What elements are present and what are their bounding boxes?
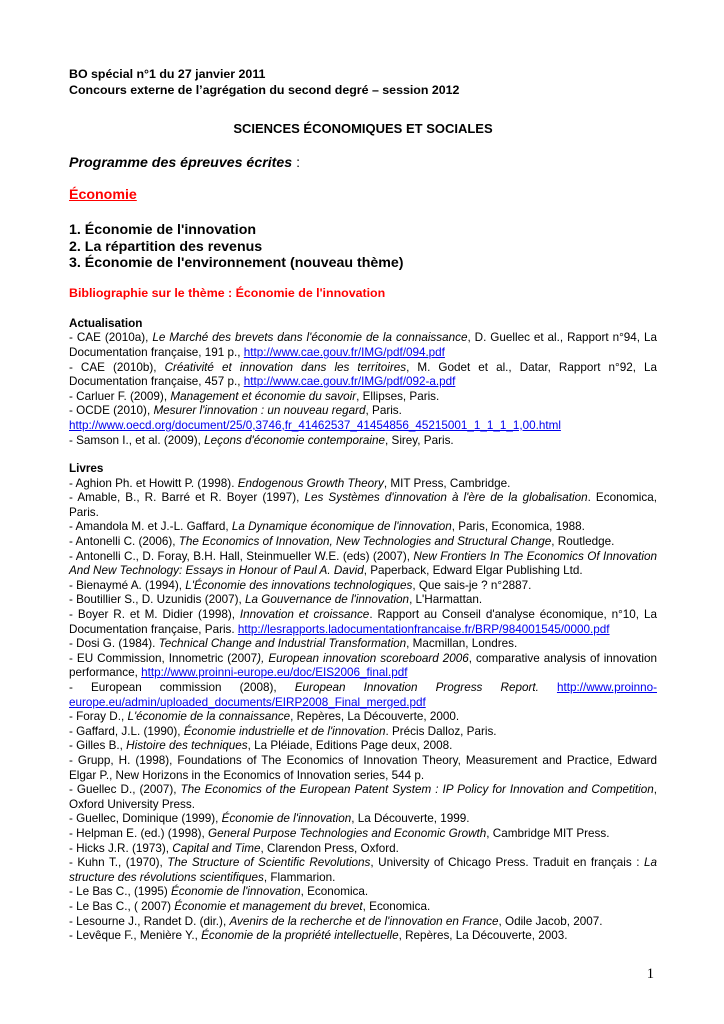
entry-link[interactable]: http://www.cae.gouv.fr/IMG/pdf/094.pdf (243, 345, 445, 359)
bibliography-entry (69, 681, 657, 710)
entry-text: - Hicks J.R. (1973), (69, 841, 173, 855)
bibliography-entry (69, 390, 657, 405)
bibliography-entry (69, 900, 657, 915)
themes-list (69, 222, 657, 272)
entry-text: , Que sais-je ? n°2887. (412, 578, 532, 592)
entry-text: - Kuhn T., (1970), (69, 856, 168, 870)
entry-title: L'Économie des innovations technologiques (185, 578, 413, 592)
theme-item: 1. Économie de l'innovation (69, 221, 257, 238)
entry-title: Mesurer l'innovation : un nouveau regard (153, 404, 366, 418)
entry-text: , Cambridge MIT Press. (486, 826, 610, 840)
bibliography-entry (69, 915, 657, 930)
entry-text: , Sirey, Paris. (385, 433, 454, 447)
entry-title: Les Systèmes d'innovation à l'ère de la globalisation (304, 491, 588, 505)
entry-title: Endogenous Growth Theory (237, 476, 384, 490)
theme-item: 2. La répartition des revenus (69, 238, 263, 255)
entry-title: Avenirs de la recherche et de l'innovation en France (229, 914, 499, 928)
page-title: SCIENCES ÉCONOMIQUES ET SOCIALES (233, 121, 493, 136)
entry-title: Économie industrielle et de l'innovation (183, 724, 386, 738)
entry-text: - CAE (2010a), (69, 331, 153, 345)
page-number: 1 (646, 966, 654, 982)
entry-text: - Carluer F. (2009), (69, 389, 171, 403)
entry-text: , Ellipses, Paris. (356, 389, 440, 403)
entry-text: - Helpman E. (ed.) (1998), (69, 826, 209, 840)
entry-title: Technical Change and Industrial Transformation (158, 637, 407, 651)
entry-text: - Guellec, Dominique (1999), (69, 812, 222, 826)
entry-text: , Repères, La Découverte, 2000. (290, 710, 460, 724)
entry-text: - Lesourne J., Randet D. (dir.), (69, 914, 230, 928)
bibliography-entry (69, 725, 657, 740)
entry-text: , comparative analysis of innovation performance, (69, 651, 657, 680)
entry-text: - Boutillier S., D. Uzunidis (2007), (69, 593, 246, 607)
bibliography-entry (69, 637, 657, 652)
bibliography-entry (69, 331, 657, 360)
entry-title: Économie de l'innovation (171, 885, 301, 899)
entry-title: Économie de la propriété intellectuelle (201, 929, 399, 943)
livres-list (69, 477, 657, 944)
entry-text: - Samson I., et al. (2009), (69, 433, 205, 447)
entry-text: , Paris, Economica, 1988. (451, 520, 585, 534)
entry-text: - Le Bas C., ( 2007) (69, 899, 175, 913)
entry-text: , M. Godet et al., Datar, Rapport n°92, La Documentation française, 457 p., (69, 360, 657, 389)
entry-link[interactable]: http://www.oecd.org/document/25/0,3746,fr_41462537_41454856_45215001_1_1_1_1,00.html (69, 418, 561, 432)
entry-link[interactable]: http://www.cae.gouv.fr/IMG/pdf/092-a.pdf (243, 375, 456, 389)
theme-item: 3. Économie de l'environnement (nouveau thème) (69, 255, 404, 272)
entry-text: - Le Bas C., (1995) (69, 885, 171, 899)
entry-title: Capital and Time (172, 841, 261, 855)
bibliography-entry (69, 535, 657, 550)
entry-text: . Economica, Paris. (69, 491, 657, 519)
entry-text: - Bienaymé A. (1994), (69, 578, 186, 592)
bibliography-entry (69, 593, 657, 608)
bibliography-entry (69, 842, 657, 857)
entry-title: Économie de l'innovation (221, 812, 352, 826)
entry-text: - Antonelli C. (2006), (69, 535, 179, 549)
bibliography-entry (69, 783, 657, 812)
entry-title: Économie et management du brevet (174, 899, 363, 913)
bibliography-entry (69, 579, 657, 594)
bibliography-entry (69, 520, 657, 535)
bibliography-entry (69, 434, 657, 449)
entry-title: La structure des révolutions scientifiques (69, 856, 657, 884)
entry-text: , Routledge. (551, 535, 615, 549)
entry-title: The Economics of the European Patent System : IP Policy for Innovation and Competition (180, 783, 654, 797)
entry-link[interactable]: http://www.proinno-europe.eu/admin/uploaded_documents/EIRP2008_Final_merged.pdf (69, 681, 657, 709)
entry-text: - Boyer R. et M. Didier (1998), (69, 608, 240, 622)
actualisation-list (69, 331, 657, 448)
entry-text: , Economica. (362, 899, 431, 913)
bibliography-entry (69, 885, 657, 900)
entry-text: - Gilles B., (69, 739, 127, 753)
entry-link[interactable]: http://www.proinni-europe.eu/doc/EIS2006_final.pdf (141, 666, 408, 680)
entry-text: , Clarendon Press, Oxford. (260, 841, 399, 855)
entry-title: General Purpose Technologies and Economic Growth (208, 826, 487, 840)
bibliography-entry (69, 608, 657, 637)
entry-text: - Foray D., (69, 710, 128, 724)
entry-text: , Flammarion. (263, 870, 336, 884)
entry-text: - Levêque F., Menière Y., (69, 929, 202, 943)
programme-suffix: : (292, 154, 301, 171)
entry-title: Le Marché des brevets dans l'économie de la connaissance (152, 331, 468, 345)
entry-text: - Grupp, H. (1998), Foundations of The Economics of Innovation Theory, Measurement and Practice, Edward Elgar P., New Horizons in the Economics of Innovation series, 544 p. (69, 753, 657, 782)
programme-text: Programme des épreuves écrites (69, 154, 293, 171)
document-page (69, 66, 657, 944)
bibliography-entry (69, 550, 657, 579)
entry-text: - Guellec D., (2007), (69, 783, 181, 797)
bibliography-entry (69, 929, 657, 944)
bibliography-entry (69, 827, 657, 842)
entry-title: Management et économie du savoir (170, 389, 357, 403)
bibliography-entry (69, 739, 657, 754)
entry-text: - Gaffard, J.L. (1990), (69, 724, 184, 738)
entry-title: ), European innovation scoreboard 2006 (257, 651, 469, 665)
entry-title: The Economics of Innovation, New Technologies and Structural Change (178, 535, 552, 549)
entry-title: The Structure of Scientific Revolutions (167, 856, 371, 870)
entry-text: - Aghion Ph. et Howitt P. (1998). (69, 476, 238, 490)
entry-text: , Oxford University Press. (69, 783, 657, 811)
bibliography-entry (69, 710, 657, 725)
entry-text: - CAE (2010b), (69, 360, 165, 374)
bibliography-entry (69, 361, 657, 390)
entry-text: , L'Harmattan. (409, 593, 483, 607)
bibliography-entry (69, 419, 657, 434)
entry-text: , Macmillan, Londres. (406, 637, 518, 651)
actualisation-heading: Actualisation (69, 316, 143, 330)
entry-text: . Rapport au Conseil d'analyse économique, n°10, La Documentation française, Paris. (69, 608, 657, 636)
entry-text: - Dosi G. (1984). (69, 637, 159, 651)
entry-text: - Antonelli C., D. Foray, B.H. Hall, Steinmueller W.E. (eds) (2007), (69, 549, 414, 563)
entry-text (539, 681, 557, 694)
entry-title: La Dynamique économique de l'innovation (231, 520, 452, 534)
bibliography-entry (69, 404, 657, 419)
header-line-2: Concours externe de l’agrégation du second degré – session 2012 (69, 83, 460, 97)
economie-heading: Économie (69, 187, 137, 204)
entry-text: , D. Guellec et al., Rapport n°94, La Documentation française, 191 p., (69, 331, 657, 359)
entry-text: - Amandola M. et J.-L. Gaffard, (69, 520, 232, 534)
programme-heading (69, 156, 657, 171)
entry-text: - Amable, B., R. Barré et R. Boyer (1997), (69, 491, 305, 505)
entry-title: European Innovation Progress Report. (294, 681, 539, 695)
entry-text: , La Découverte, 1999. (351, 812, 470, 826)
entry-text: , University of Chicago Press. Traduit en français : (370, 856, 644, 870)
entry-title: L'économie de la connaissance (127, 710, 291, 724)
entry-title: La Gouvernance de l'innovation (245, 593, 410, 607)
bibliography-entry (69, 652, 657, 681)
entry-text: , Odile Jacob, 2007. (498, 914, 603, 928)
entry-title: New Frontiers In The Economics Of Innovation And New Technology: Essays in Honour of Paul A. David (69, 549, 657, 578)
entry-text: , La Pléiade, Editions Page deux, 2008. (247, 739, 453, 753)
entry-text: , Paris. (365, 404, 402, 418)
entry-text: , Paperback, Edward Elgar Publishing Ltd. (363, 564, 583, 578)
header-line-1: BO spécial n°1 du 27 janvier 2011 (69, 67, 266, 81)
entry-title: Innovation et croissance (239, 608, 370, 622)
entry-text: , Repères, La Découverte, 2003. (398, 929, 568, 943)
entry-text: . Précis Dalloz, Paris. (385, 724, 497, 738)
entry-title: Leçons d'économie contemporaine (204, 433, 386, 447)
bibliography-entry (69, 477, 657, 492)
entry-text: , Economica. (300, 885, 369, 899)
entry-link[interactable]: http://lesrapports.ladocumentationfrancaise.fr/BRP/984001545/0000.pdf (237, 622, 610, 636)
entry-text: , MIT Press, Cambridge. (383, 476, 511, 490)
bibliography-entry (69, 812, 657, 827)
entry-text: - EU Commission, Innometric (2007 (69, 651, 258, 665)
bibliography-entry (69, 754, 657, 783)
entry-text: - OCDE (2010), (69, 404, 154, 418)
entry-title: Histoire des techniques (126, 739, 248, 753)
entry-text: - European commission (2008), (69, 681, 295, 695)
bibliography-heading: Bibliographie sur le thème : Économie de l'innovation (69, 286, 386, 301)
bibliography-entry (69, 856, 657, 885)
livres-heading: Livres (69, 462, 104, 476)
entry-title: Créativité et innovation dans les territoires (164, 360, 407, 374)
bibliography-entry (69, 491, 657, 520)
